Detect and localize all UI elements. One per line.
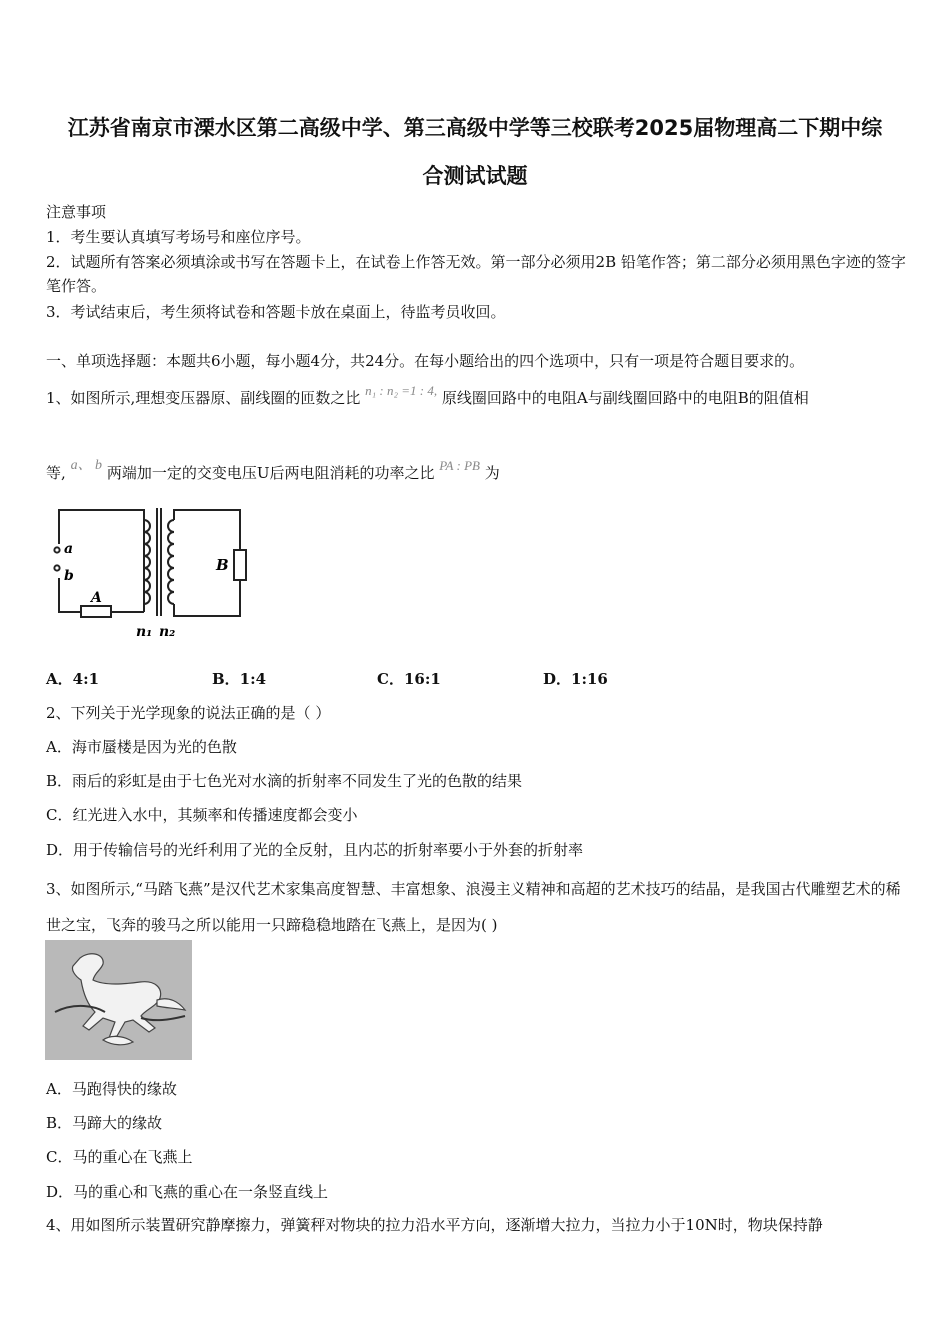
q4-stem: 4、用如图所示装置研究静摩擦力，弹簧秤对物块的拉力沿水平方向，逐渐增大拉力，当拉力小于10N时，物块保持静 [46, 1216, 823, 1234]
n1-label: n₁ [136, 624, 153, 640]
q2-option-a[interactable]: A．海市蜃楼是因为光的色散 [46, 738, 237, 756]
q1-text-b: 原线圈回路中的电阻A与副线圈回路中的电阻B的阻值相 [441, 389, 809, 407]
q1-option-b[interactable]: B．1:4 [212, 670, 267, 688]
notice-item-2: 2．试题所有答案必须填涂或书写在答题卡上，在试卷上作答无效。第一部分必须用2B 铅笔作答；第二部分必须用黑色字迹的签字笔作答。 [46, 253, 906, 295]
q1-option-a[interactable]: A．4:1 [46, 670, 100, 688]
q1-line2 [46, 458, 500, 485]
notice-heading: 注意事项 [46, 203, 107, 221]
q3-option-b[interactable]: B．马蹄大的缘故 [46, 1114, 163, 1132]
q3-option-c[interactable]: C．马的重心在飞燕上 [46, 1148, 193, 1166]
page-title-line1: 江苏省南京市溧水区第二高级中学、第三高级中学等三校联考2025届物理高二下期中综 [67, 116, 883, 140]
q1-line1 [46, 383, 809, 409]
page-title-line2: 合测试试题 [422, 164, 528, 188]
q1-text-c: 等, [46, 464, 66, 482]
section-heading: 一、单项选择题：本题共6小题，每小题4分，共24分。在每小题给出的四个选项中，只有一项是符合题目要求的。 [46, 352, 805, 370]
q1-turns-ratio: n₁ : n₂ =1 : 4, [365, 383, 438, 398]
n2-label: n₂ [159, 624, 176, 640]
terminal-a-label: a [64, 541, 74, 557]
q3-stem: 3、如图所示,“马踏飞燕”是汉代艺术家集高度智慧、丰富想象、浪漫主义精神和高超的艺术技巧的结晶，是我国古代雕塑艺术的稀世之宝，飞奔的骏马之所以能用一只蹄稳稳地踏在飞燕上，是因为( ) [46, 880, 901, 934]
q3-option-d[interactable]: D．马的重心和飞燕的重心在一条竖直线上 [46, 1183, 329, 1201]
q3-option-a[interactable]: A．马跑得快的缘故 [46, 1080, 177, 1098]
galloping-horse-statue-image [45, 940, 192, 1060]
q1-text-d: 两端加一定的交变电压U后两电阻消耗的功率之比 [106, 464, 435, 482]
resistor-b-label: B [216, 556, 229, 574]
terminal-b-label: b [64, 568, 74, 584]
q2-option-b[interactable]: B．雨后的彩虹是由于七色光对水滴的折射率不同发生了光的色散的结果 [46, 772, 523, 790]
q1-text-a: 1、如图所示,理想变压器原、副线圈的匝数之比 [46, 389, 361, 407]
q1-ab-terminals: a、 b [70, 458, 103, 473]
notice-item-3: 3．考试结束后，考生须将试卷和答题卡放在桌面上，待监考员收回。 [46, 303, 506, 321]
q2-option-c[interactable]: C．红光进入水中，其频率和传播速度都会变小 [46, 806, 358, 824]
q1-option-c[interactable]: C．16:1 [377, 670, 441, 688]
transformer-circuit-figure [44, 500, 254, 645]
notice-item-1: 1．考生要认真填写考场号和座位序号。 [46, 228, 311, 246]
q1-power-ratio: PA : PB [439, 458, 480, 473]
resistor-a-label: A [91, 590, 102, 606]
q2-stem: 2、下列关于光学现象的说法正确的是（ ） [46, 704, 331, 722]
q2-option-d[interactable]: D．用于传输信号的光纤利用了光的全反射，且内芯的折射率要小于外套的折射率 [46, 841, 584, 859]
q1-option-d[interactable]: D．1:16 [543, 670, 608, 688]
q1-text-e: 为 [484, 464, 500, 482]
